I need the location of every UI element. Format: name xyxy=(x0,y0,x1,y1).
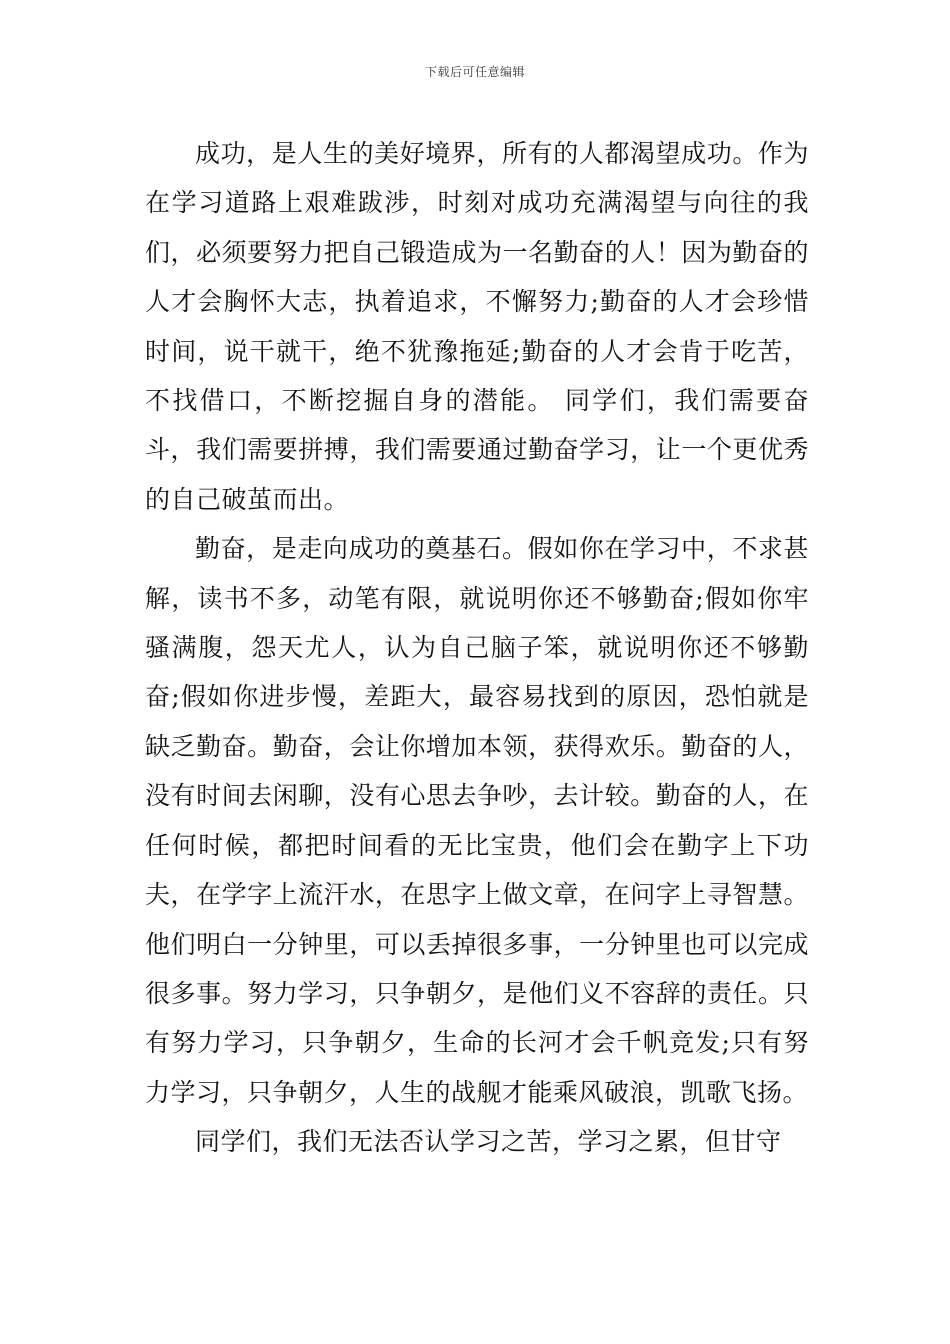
paragraph-2: 勤奋，是走向成功的奠基石。假如你在学习中，不求甚解，读书不多，动笔有限，就说明你还不够勤奋;假如你牢骚满腹，怨天尤人，认为自己脑子笨，就说明你还不够勤奋;假如你进步慢，差距大，最容易找到的原因，恐怕就是缺乏勤奋。勤奋，会让你增加本领，获得欢乐。勤奋的人，没有时间去闲聊，没有心思去争吵，去计较。勤奋的人，在任何时候，都把时间看的无比宝贵，他们会在勤字上下功夫，在学字上流汗水，在思字上做文章，在问字上寻智慧。他们明白一分钟里，可以丢掉很多事，一分钟里也可以完成很多事。努力学习，只争朝夕，是他们义不容辞的责任。只有努力学习，只争朝夕，生命的长河才会千帆竞发;只有努力学习，只争朝夕，人生的战舰才能乘风破浪，凯歌飞扬。 xyxy=(145,534,809,1107)
page-header: 下载后可任意编辑 xyxy=(424,65,525,79)
paragraph-1: 成功，是人生的美好境界，所有的人都渴望成功。作为在学习道路上艰难跋涉，时刻对成功充满渴望与向往的我们，必须要努力把自己锻造成为一名勤奋的人！因为勤奋的人才会胸怀大志，执着追求，不懈努力;勤奋的人才会珍惜时间，说干就干，绝不犹豫拖延;勤奋的人才会肯于吃苦，不找借口，不断挖掘自身的潜能。 同学们，我们需要奋斗，我们需要拼搏，我们需要通过勤奋学习，让一个更优秀的自己破茧而出。 xyxy=(145,139,809,514)
document-body xyxy=(145,129,809,1167)
paragraph-3: 同学们，我们无法否认学习之苦，学习之累，但甘守 xyxy=(195,1127,782,1157)
